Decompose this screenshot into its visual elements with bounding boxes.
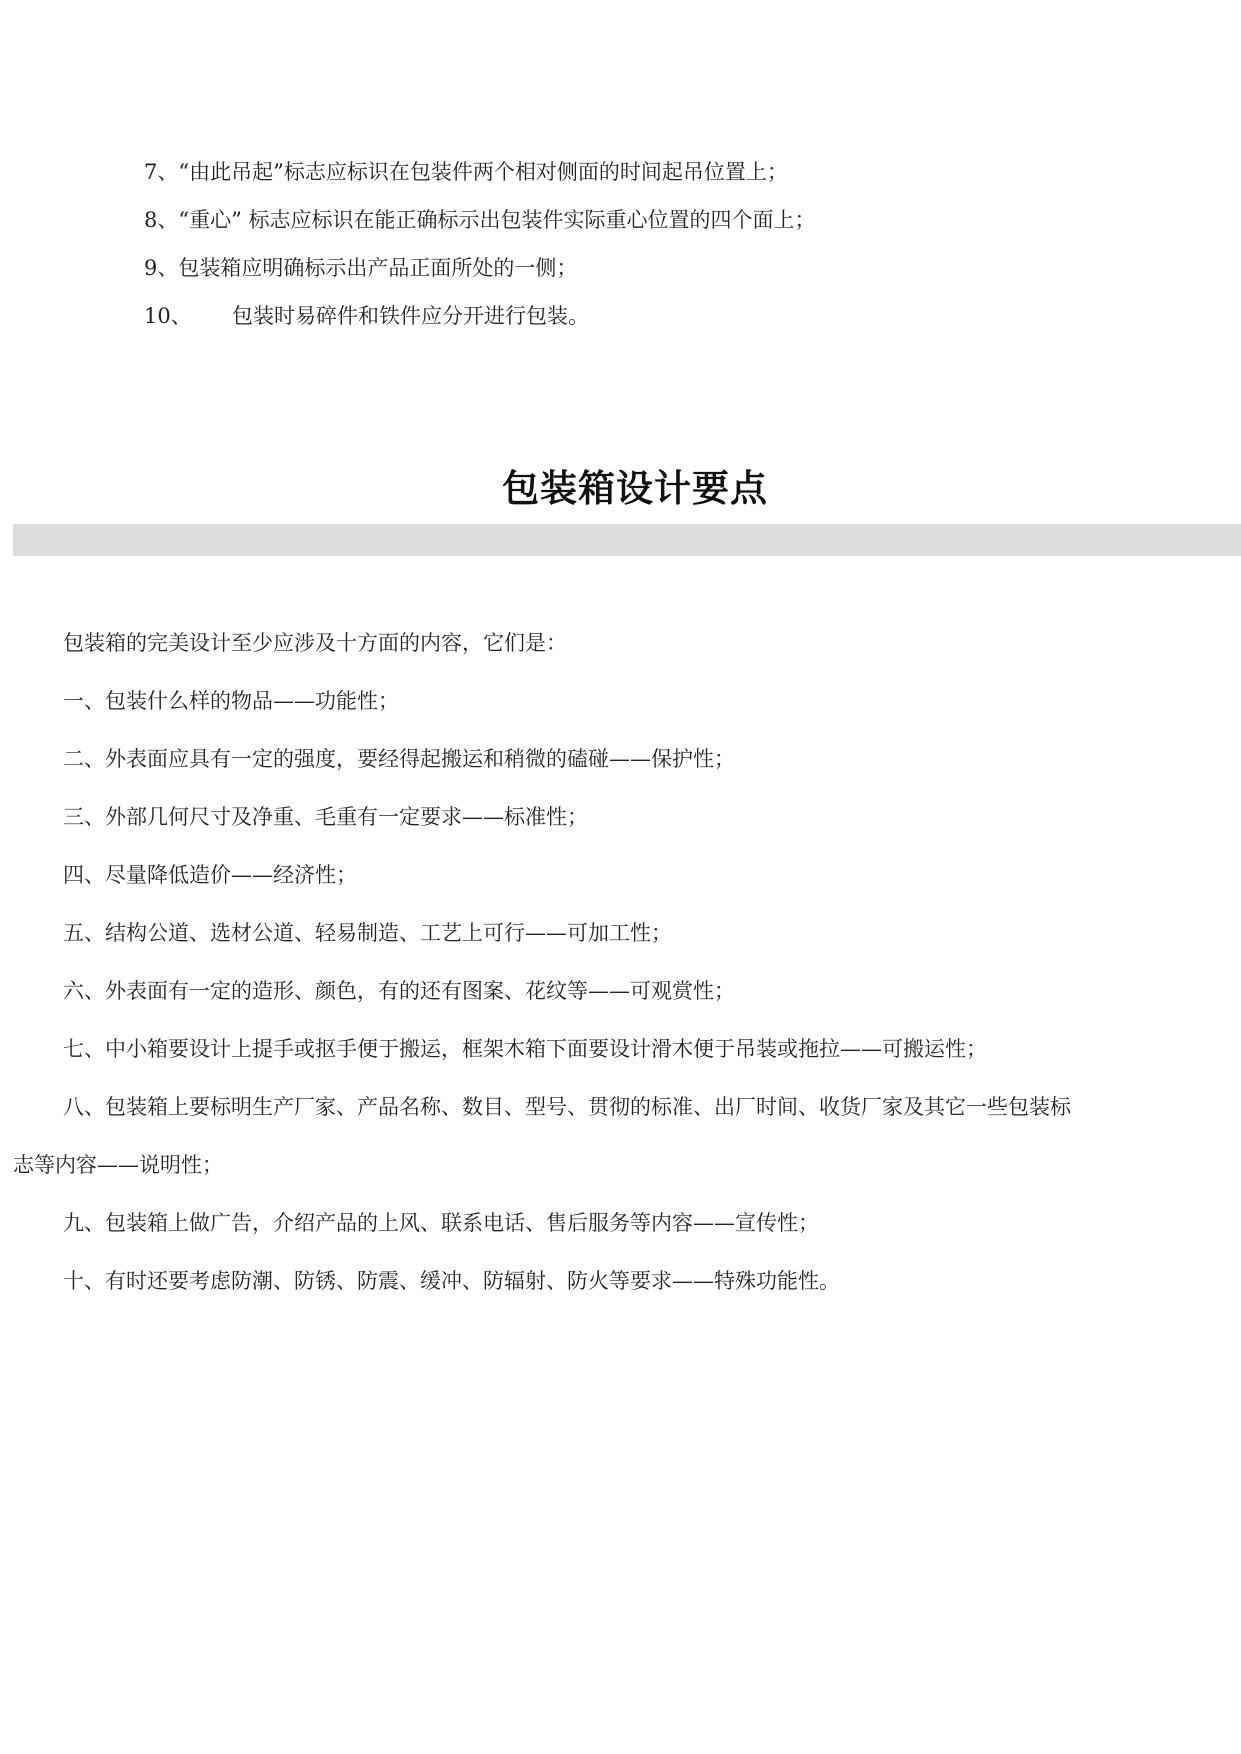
list-item <box>144 158 1144 206</box>
item-number: 8、 <box>144 208 179 232</box>
point-paragraph: 九、包装箱上做广告，介绍产品的上风、联系电话、售后服务等内容——宣传性； <box>63 1211 819 1235</box>
design-points-body <box>13 628 1241 1324</box>
list-item <box>144 206 1144 254</box>
point-paragraph: 四、尽量降低造价——经济性； <box>63 863 357 887</box>
item-number: 9、 <box>144 256 179 280</box>
item-text: “由此吊起”标志应标识在包装件两个相对侧面的时间起吊位置上； <box>178 160 788 184</box>
point-paragraph: 八、包装箱上要标明生产厂家、产品名称、数目、型号、贯彻的标准、出厂时间、收货厂家及其它一些包装标 <box>63 1095 1071 1119</box>
packing-rules-list <box>144 158 1144 350</box>
item-text: 包装时易碎件和铁件应分开进行包装。 <box>232 304 589 328</box>
title-divider-bar <box>13 524 1241 556</box>
item-text: “重心” 标志应标识在能正确标示出包装件实际重心位置的四个面上； <box>178 208 816 232</box>
point-paragraph: 三、外部几何尺寸及净重、毛重有一定要求——标准性； <box>63 805 588 829</box>
point-paragraph: 六、外表面有一定的造形、颜色，有的还有图案、花纹等——可观赏性； <box>63 979 735 1003</box>
point-paragraph-continuation: 志等内容——说明性； <box>13 1153 223 1177</box>
item-number: 10、 <box>144 304 192 328</box>
point-paragraph: 七、中小箱要设计上提手或抠手便于搬运，框架木箱下面要设计滑木便于吊装或拖拉——可搬运性； <box>63 1037 987 1061</box>
point-paragraph: 二、外表面应具有一定的强度，要经得起搬运和稍微的磕碰——保护性； <box>63 747 735 771</box>
point-paragraph: 一、包装什么样的物品——功能性； <box>63 689 399 713</box>
item-number: 7、 <box>144 160 179 184</box>
point-paragraph: 五、结构公道、选材公道、轻易制造、工艺上可行——可加工性； <box>63 921 672 945</box>
list-item <box>144 302 1144 350</box>
section-title: 包装箱设计要点 <box>502 467 768 510</box>
point-paragraph: 十、有时还要考虑防潮、防锈、防震、缓冲、防辐射、防火等要求——特殊功能性。 <box>63 1269 840 1293</box>
intro-paragraph: 包装箱的完美设计至少应涉及十方面的内容，它们是： <box>63 631 567 655</box>
item-text: 包装箱应明确标示出产品正面所处的一侧； <box>178 256 578 280</box>
list-item <box>144 254 1144 302</box>
